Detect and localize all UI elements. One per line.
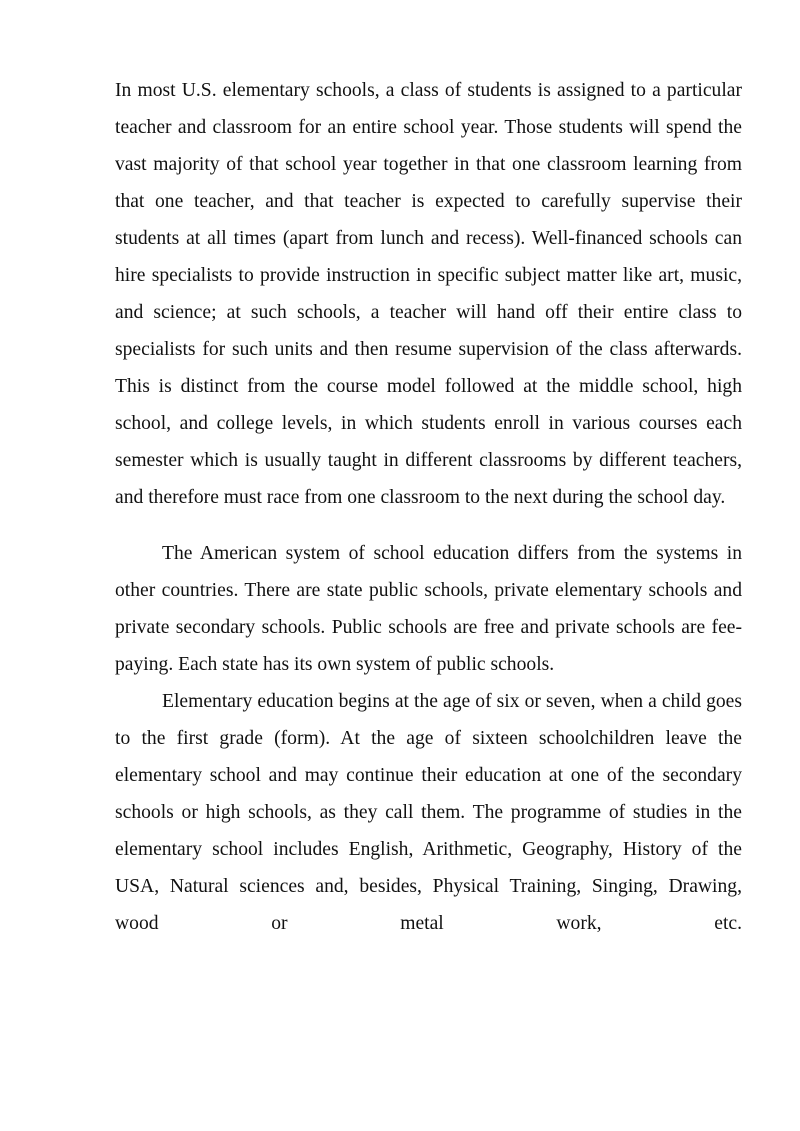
paragraph-elementary-education: Elementary education begins at the age of six or seven, when a child goes to the first grade (form). At the age of sixteen schoolchildren leave the elementary school and may continue their education at one of the secondary schools or high schools, as they call them. The programme of studies in the elementary school includes English, Arithmetic, Geography, History of the USA, Natural sciences and, besides, Physical Training, Singing, Drawing, wood or metal work, etc. (115, 691, 742, 934)
paragraph-american-system: The American system of school education differs from the systems in other countries. There are state public schools, private elementary schools and private secondary schools. Public schools are free and private schools are fee-paying. Each state has its own system of public schools. (115, 543, 742, 675)
paragraph-us-elementary-classes: In most U.S. elementary schools, a class of students is assigned to a particular teacher and classroom for an entire school year. Those students will spend the vast majority of that school year together in that one classroom learning from that one teacher, and that teacher is expected to carefully supervise their students at all times (apart from lunch and recess). Well-financed schools can hire specialists to provide instruction in specific subject matter like art, music, and science; at such schools, a teacher will hand off their entire class to specialists for such units and then resume supervision of the class afterwards. This is distinct from the course model followed at the middle school, high school, and college levels, in which students enroll in various courses each semester which is usually taught in different classrooms by different teachers, and therefore must race from one classroom to the next during the school day. (115, 80, 742, 508)
document-page (115, 72, 742, 942)
